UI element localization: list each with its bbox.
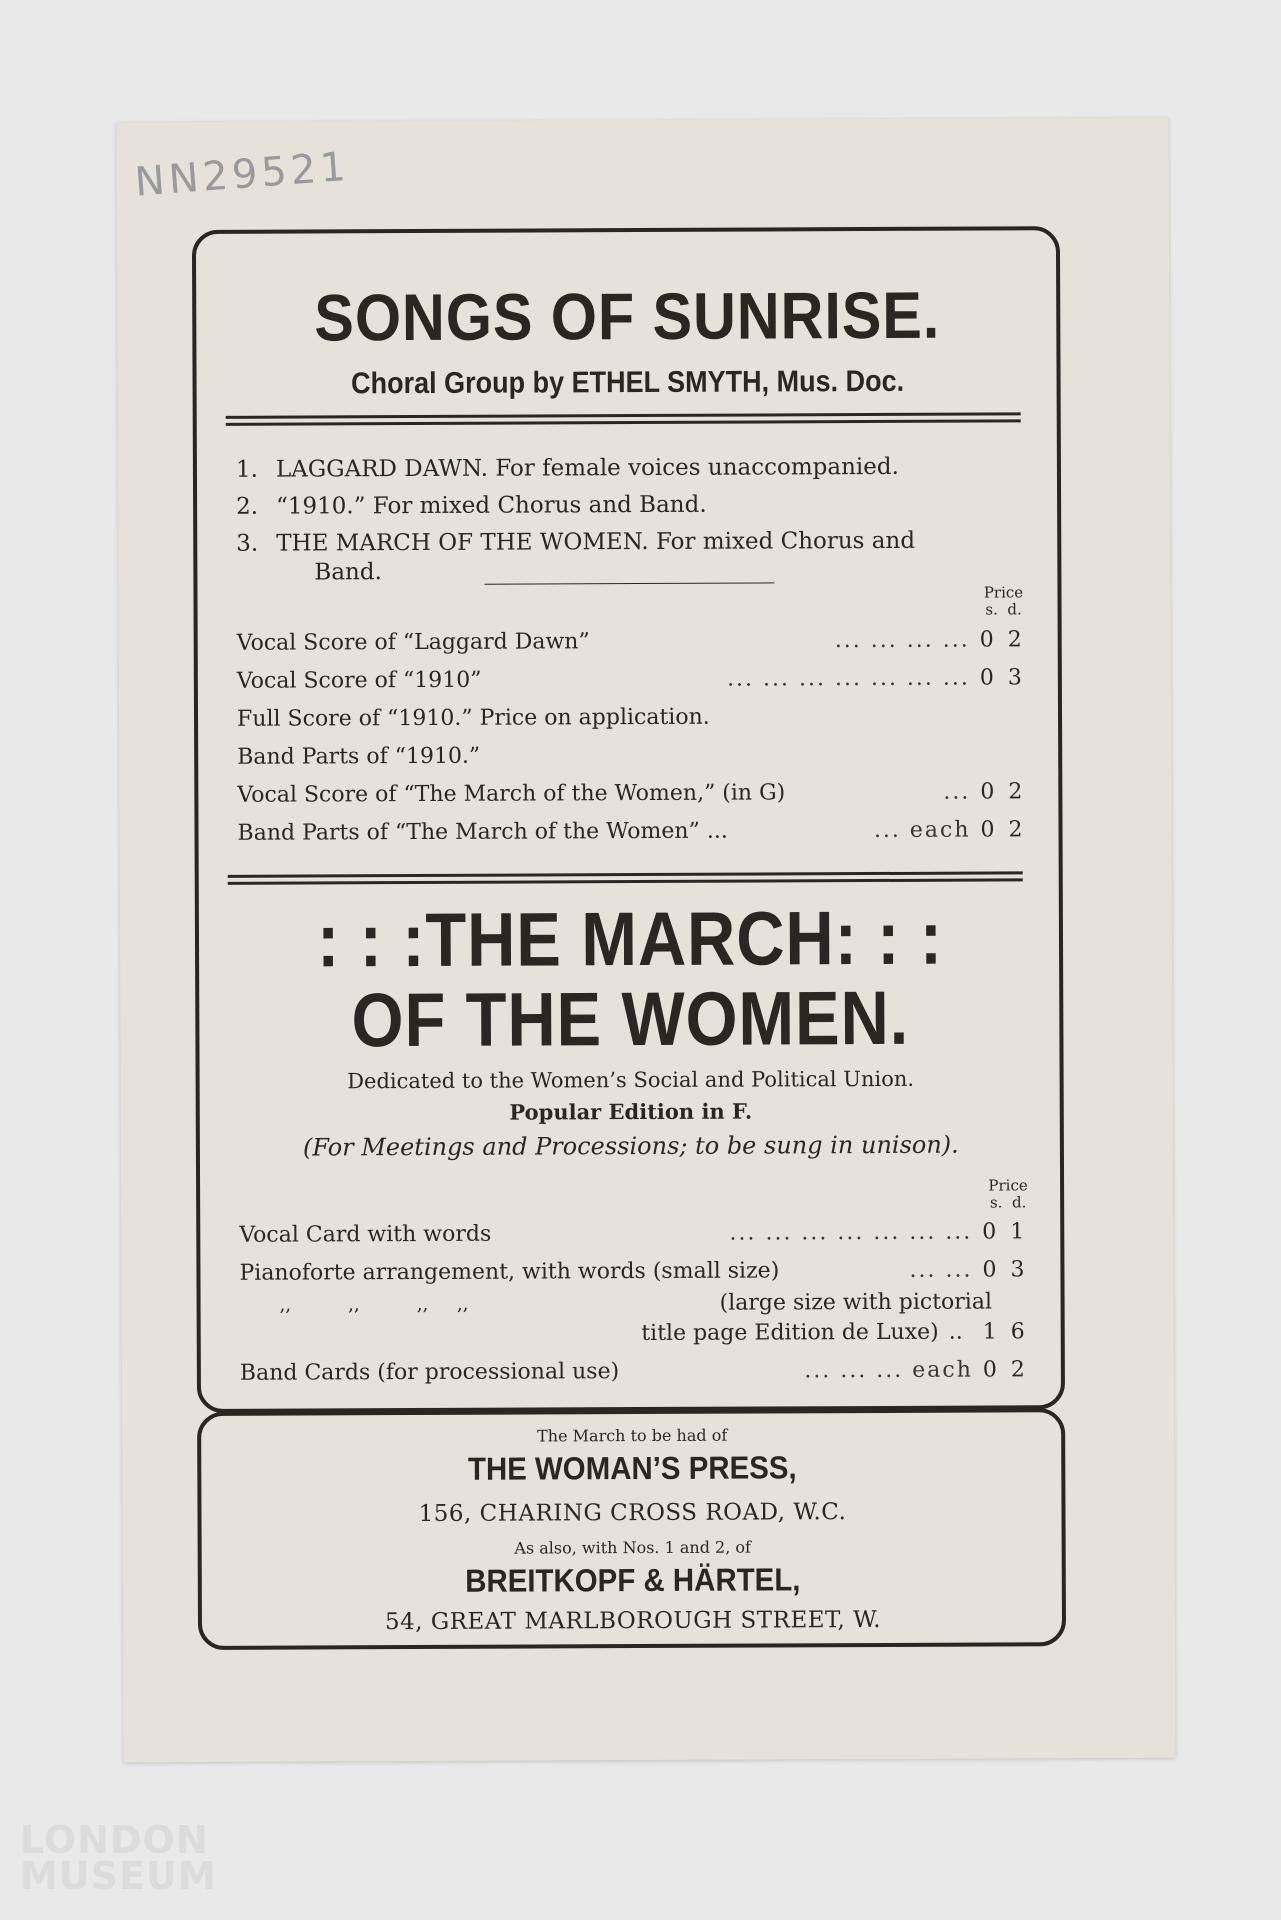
price-pence: 6	[1010, 1318, 1025, 1344]
march-title-line-1: : : :THE MARCH: : :	[316, 895, 944, 984]
ditto-line-2: title page Edition de Luxe)	[641, 1319, 939, 1346]
price-label: Price	[983, 583, 1024, 602]
leader-dots: ... each	[873, 817, 971, 843]
price-row	[237, 658, 1032, 699]
edition-note: Popular Edition in F.	[509, 1098, 753, 1125]
price-pence: 2	[1010, 1356, 1025, 1382]
song-list	[236, 448, 1027, 591]
price-pence: 2	[1008, 778, 1023, 804]
publisher-address-1: 156, CHARING CROSS ROAD, W.C.	[418, 1499, 847, 1527]
march-title-line-2: OF THE WOMEN.	[351, 975, 910, 1064]
price-shillings: 0	[980, 778, 995, 805]
song-number: 2.	[236, 493, 259, 520]
programme-card	[116, 118, 1175, 1763]
ditto-row	[240, 1286, 1035, 1391]
item-label: Pianoforte arrangement, with words (small size)	[239, 1257, 780, 1286]
price-row	[237, 734, 1032, 775]
dedication: Dedicated to the Women’s Social and Political Union.	[347, 1066, 915, 1094]
publisher-address-2: 54, GREAT MARLBOROUGH STREET, W.	[384, 1606, 882, 1636]
ditto-line-1: (large size with pictorial	[719, 1288, 993, 1316]
leader-dots: ... ...	[909, 1257, 973, 1283]
price-row	[239, 1212, 1034, 1253]
price-shillings: 0	[982, 1356, 997, 1383]
leader-dots: ..	[948, 1319, 963, 1345]
price-shillings: 0	[979, 664, 994, 691]
song-number: 3.	[236, 530, 259, 557]
item-label: Band Parts of “1910.”	[237, 743, 481, 770]
price-row	[237, 620, 1032, 661]
price-row	[237, 772, 1032, 813]
song-number: 1.	[235, 456, 258, 483]
march-price-list	[239, 1212, 1034, 1291]
item-label: Vocal Score of “Laggard Dawn”	[236, 628, 590, 656]
price-pence: 3	[1010, 1256, 1025, 1282]
also-available-note: As also, with Nos. 1 and 2, of	[514, 1537, 751, 1558]
leader-dots: ... ... ... each	[804, 1357, 973, 1383]
price-units: s. d.	[989, 1193, 1027, 1212]
price-shillings: 1	[982, 1318, 997, 1345]
item-label: Band Cards (for processional use)	[239, 1358, 620, 1386]
price-pence: 2	[1007, 626, 1022, 652]
price-label: Price	[988, 1176, 1028, 1195]
song-text: LAGGARD DAWN. For female voices unaccompanied.	[275, 453, 899, 483]
price-row	[237, 810, 1032, 851]
item-label: Full Score of “1910.” Price on application.	[236, 704, 710, 732]
usage-note: (For Meetings and Processions; to be sung in unison).	[302, 1130, 959, 1162]
ditto-marks: ,, ,, ,, ,,	[279, 1293, 469, 1316]
item-label: Band Parts of “The March of the Women” ...	[237, 818, 728, 846]
choral-group-subtitle: Choral Group by ETHEL SMYTH, Mus. Doc.	[350, 364, 905, 401]
songs-of-sunrise-title: SONGS OF SUNRISE.	[314, 277, 941, 355]
item-label: Vocal Score of “The March of the Women,” (in G)	[237, 779, 786, 808]
price-shillings: 0	[982, 1256, 997, 1283]
item-label: Vocal Card with words	[239, 1221, 492, 1248]
price-row	[240, 1350, 1035, 1391]
museum-watermark: LONDON MUSEUM	[20, 1818, 217, 1898]
song-item	[236, 448, 1026, 488]
leader-dots: ...	[943, 779, 971, 805]
price-pence: 1	[1010, 1218, 1025, 1244]
price-header-2	[978, 1177, 1038, 1211]
song-item	[236, 485, 1026, 525]
sunrise-price-list	[237, 620, 1033, 851]
leader-dots: ... ... ... ... ... ... ...	[726, 665, 970, 692]
price-row	[237, 696, 1032, 737]
item-label: Vocal Score of “1910”	[236, 667, 482, 694]
availability-intro: The March to be had of	[537, 1425, 728, 1446]
price-units: s. d.	[985, 600, 1022, 619]
price-header	[973, 584, 1033, 618]
price-pence: 3	[1007, 664, 1022, 690]
song-text-continued: Band.	[314, 559, 382, 586]
price-shillings: 0	[982, 1218, 997, 1245]
publisher-name-1: THE WOMAN’S PRESS,	[467, 1449, 797, 1487]
march-of-the-women-title	[251, 895, 1008, 1064]
inventory-number: NN29521	[133, 143, 352, 206]
price-shillings: 0	[979, 626, 994, 653]
song-text: THE MARCH OF THE WOMEN. For mixed Chorus and	[276, 527, 916, 557]
price-pence: 2	[1008, 816, 1023, 842]
leader-dots: ... ... ... ... ... ... ...	[729, 1219, 973, 1246]
price-shillings: 0	[980, 816, 995, 843]
song-text: “1910.” For mixed Chorus and Band.	[276, 491, 707, 520]
price-row	[239, 1250, 1034, 1291]
leader-dots: ... ... ... ...	[834, 627, 970, 653]
publisher-name-2: BREITKOPF & HÄRTEL,	[465, 1561, 801, 1599]
